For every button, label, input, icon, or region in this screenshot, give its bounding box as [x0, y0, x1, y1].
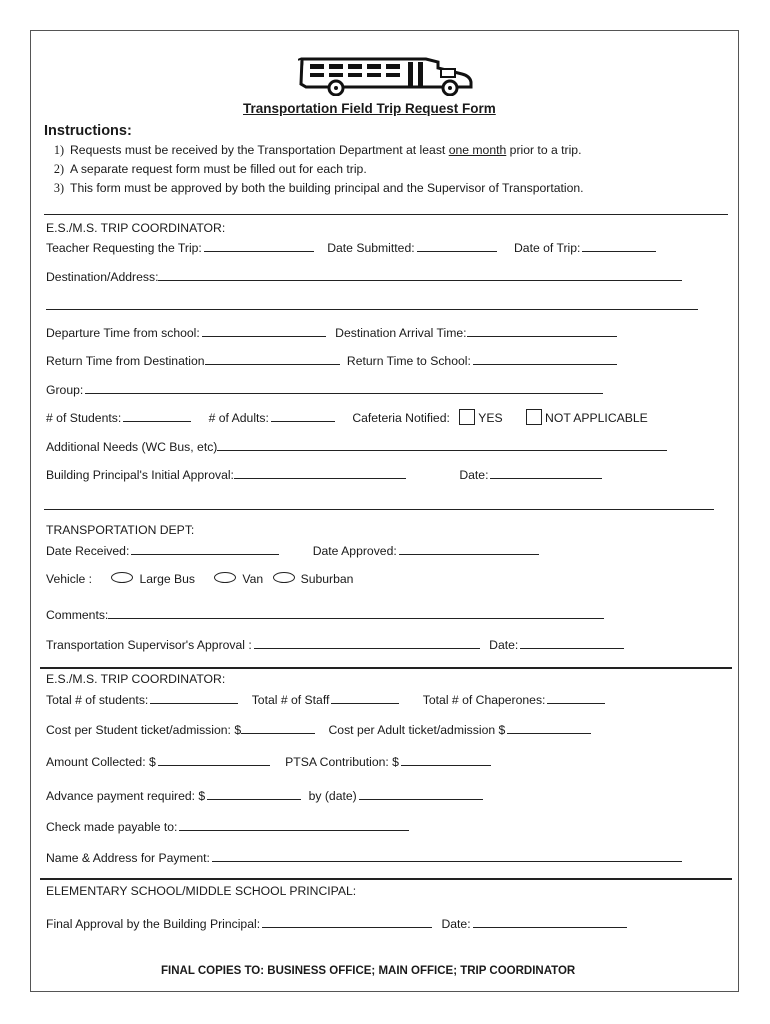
form-title: Transportation Field Trip Request Form	[243, 101, 496, 116]
suburban-radio[interactable]	[273, 572, 295, 583]
date-received-field[interactable]	[131, 541, 279, 555]
additional-row: Additional Needs (WC Bus, etc)	[46, 437, 669, 454]
destination-field[interactable]	[158, 267, 682, 281]
section-heading: ELEMENTARY SCHOOL/MIDDLE SCHOOL PRINCIPAL:	[46, 884, 357, 898]
instructions-heading: Instructions:	[44, 123, 132, 139]
ptsa-field[interactable]	[401, 752, 491, 766]
divider	[44, 214, 728, 215]
large-bus-radio[interactable]	[111, 572, 133, 583]
total-chaperones-field[interactable]	[547, 690, 605, 704]
comments-field[interactable]	[108, 605, 604, 619]
name-address-row: Name & Address for Payment:	[46, 848, 684, 865]
footer-note: FINAL COPIES TO: BUSINESS OFFICE; MAIN OFFICE; TRIP COORDINATOR	[161, 965, 576, 977]
departure-row: Departure Time from school: Destination Arrival Time:	[46, 323, 619, 340]
check-payable-field[interactable]	[179, 817, 409, 831]
principal-initial-row: Building Principal's Initial Approval: Date:	[46, 465, 604, 482]
total-students-field[interactable]	[150, 690, 238, 704]
date-of-trip-field[interactable]	[582, 238, 656, 252]
instruction-item: 2) A separate request form must be filled out for each trip.	[53, 162, 367, 176]
final-approval-date-field[interactable]	[473, 914, 627, 928]
date-received-row: Date Received: Date Approved:	[46, 541, 541, 558]
section-heading: TRANSPORTATION DEPT:	[46, 523, 195, 537]
divider	[40, 878, 732, 880]
total-staff-field[interactable]	[331, 690, 399, 704]
supervisor-field[interactable]	[254, 635, 480, 649]
departure-field[interactable]	[202, 323, 326, 337]
destination-row: Destination/Address:	[46, 267, 684, 284]
totals-row: Total # of students: Total # of Staff Total # of Chaperones:	[46, 690, 607, 707]
adults-field[interactable]	[271, 408, 335, 422]
final-approval-field[interactable]	[262, 914, 432, 928]
destination-line-2	[46, 296, 698, 313]
advance-row: Advance payment required: $ by (date)	[46, 786, 485, 803]
divider	[44, 509, 714, 510]
divider	[40, 667, 732, 669]
principal-initial-date-field[interactable]	[490, 465, 602, 479]
teacher-row: Teacher Requesting the Trip: Date Submitted: Date of Trip:	[46, 238, 658, 255]
comments-row: Comments:	[46, 605, 606, 622]
teacher-field[interactable]	[204, 238, 314, 252]
supervisor-date-field[interactable]	[520, 635, 624, 649]
additional-field[interactable]	[217, 437, 667, 451]
advance-field[interactable]	[207, 786, 301, 800]
group-row: Group:	[46, 380, 605, 397]
amount-row: Amount Collected: $ PTSA Contribution: $	[46, 752, 493, 769]
principal-initial-field[interactable]	[234, 465, 406, 479]
not-applicable-checkbox[interactable]	[526, 409, 542, 425]
van-radio[interactable]	[214, 572, 236, 583]
students-field[interactable]	[123, 408, 191, 422]
cost-row: Cost per Student ticket/admission: $ Cost per Adult ticket/admission $	[46, 720, 593, 737]
instruction-item: 3) This form must be approved by both the building principal and the Supervisor of Transportation.	[53, 181, 584, 195]
by-date-field[interactable]	[359, 786, 483, 800]
destination-field-2[interactable]	[46, 296, 698, 310]
yes-checkbox[interactable]	[459, 409, 475, 425]
group-field[interactable]	[85, 380, 603, 394]
final-approval-row: Final Approval by the Building Principal: Date:	[46, 914, 629, 931]
counts-row: # of Students: # of Adults: Cafeteria Notified: YES NOT APPLICABLE	[46, 408, 648, 425]
section-heading: E.S./M.S. TRIP COORDINATOR:	[46, 221, 226, 235]
date-approved-field[interactable]	[399, 541, 539, 555]
arrival-field[interactable]	[467, 323, 617, 337]
amount-collected-field[interactable]	[158, 752, 270, 766]
supervisor-row: Transportation Supervisor's Approval : Date:	[46, 635, 626, 652]
cost-student-field[interactable]	[241, 720, 315, 734]
vehicle-row: Vehicle : Large Bus Van Suburban	[46, 572, 354, 586]
school-bus-icon	[298, 54, 476, 96]
section-heading: E.S./M.S. TRIP COORDINATOR:	[46, 672, 226, 686]
return-row: Return Time from Destination Return Time to School:	[46, 351, 619, 368]
cost-adult-field[interactable]	[507, 720, 591, 734]
instruction-item: 1) Requests must be received by the Transportation Department at least one month prior to a trip.	[53, 143, 582, 157]
date-submitted-field[interactable]	[417, 238, 497, 252]
return-to-field[interactable]	[473, 351, 617, 365]
return-from-field[interactable]	[205, 351, 340, 365]
name-address-field[interactable]	[212, 848, 682, 862]
instructions-list	[42, 141, 584, 198]
check-row: Check made payable to:	[46, 817, 411, 834]
